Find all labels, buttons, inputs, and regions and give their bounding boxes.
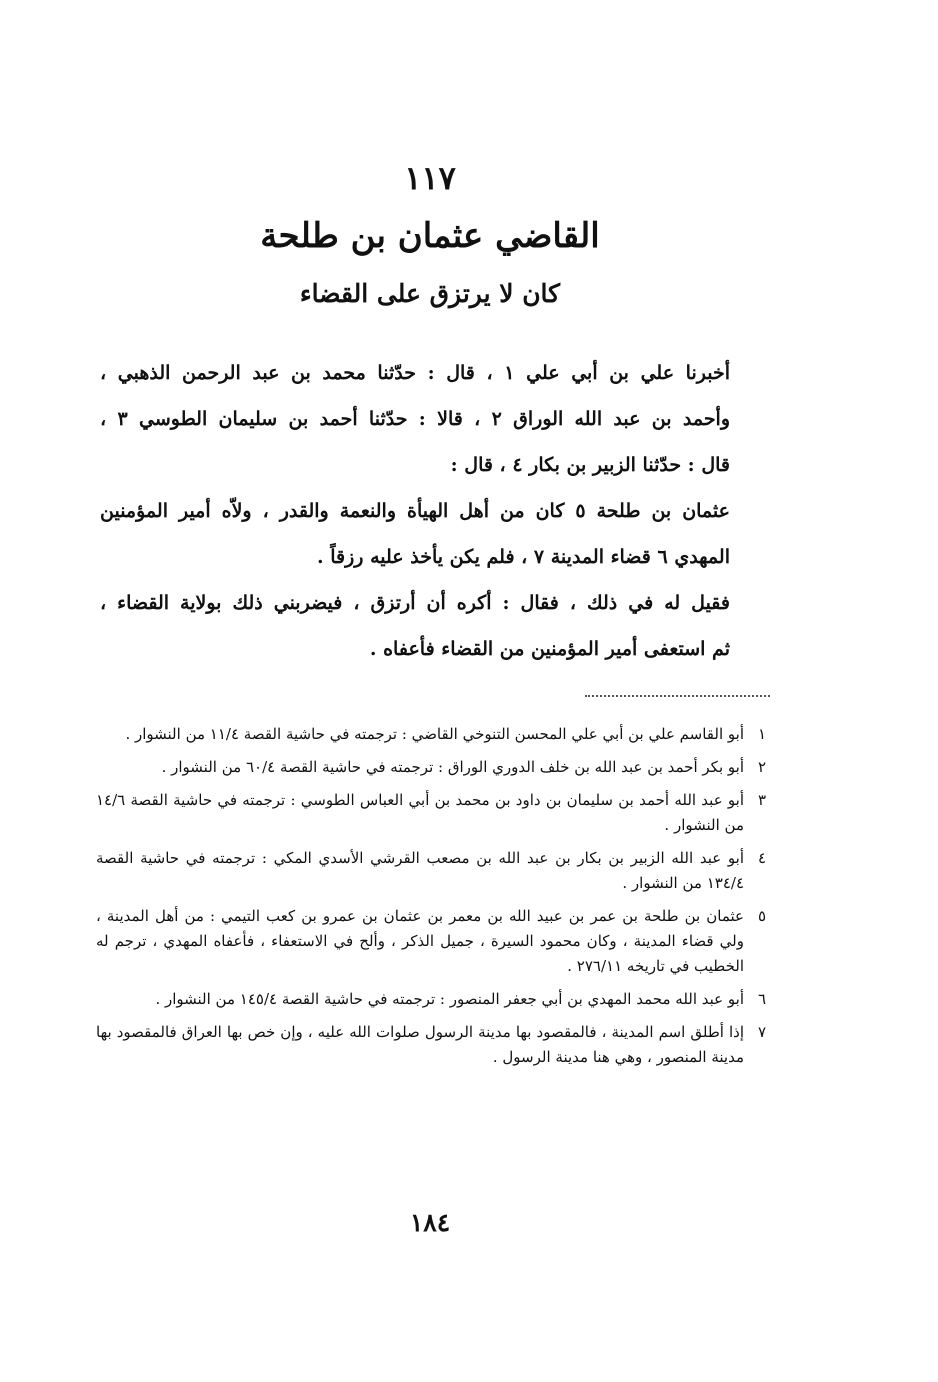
footnote (96, 755, 766, 780)
story-title: القاضي عثمان بن طلحة (260, 216, 600, 256)
footnote-text: أبو بكر أحمد بن عبد الله بن خلف الدوري الوراق : ترجمته في حاشية القصة ٦٠/٤ من النشوار . (161, 758, 744, 776)
footnote-text: أبو عبد الله أحمد بن سليمان بن داود بن محمد بن أبي العباس الطوسي : ترجمته في حاشية القصة ١٤/٦ من النشوار . (96, 791, 744, 834)
body-line: ثم استعفى أمير المؤمنين من القضاء فأعفاه . (369, 638, 730, 660)
footnote-number: ٥ (757, 907, 766, 925)
body-line: عثمان بن طلحة ٥ كان من أهل الهيأة والنعمة والقدر ، ولاّه أمير المؤمنين (100, 500, 730, 522)
footnote (96, 722, 766, 747)
footnote-number: ٦ (757, 990, 766, 1008)
footnote (96, 987, 766, 1012)
footnote-number: ٣ (757, 791, 766, 809)
body-line: أخبرنا علي بن أبي علي ١ ، قال : حدّثنا محمد بن عبد الرحمن الذهبي ، (100, 362, 730, 384)
footnote-text: إذا أطلق اسم المدينة ، فالمقصود بها مدينة الرسول صلوات الله عليه ، وإن خص بها العراق فالمقصود بها مدينة المنصور ، وهي هنا مدينة الرسول . (96, 1023, 744, 1066)
page-number: ١٨٤ (409, 1208, 451, 1237)
footnote-text: أبو عبد الله الزبير بن بكار بن عبد الله بن مصعب القرشي الأسدي المكي : ترجمته في حاشية القصة ١٣٤/٤ من النشوار . (96, 849, 744, 892)
footnote-number: ٤ (757, 849, 766, 867)
body-line: وأحمد بن عبد الله الوراق ٢ ، قالا : حدّثنا أحمد بن سليمان الطوسي ٣ ، (100, 408, 731, 430)
story-body (100, 350, 730, 672)
footnote-number: ٢ (757, 758, 766, 776)
story-number: ١١٧ (404, 159, 456, 197)
footnote-text: أبو عبد الله محمد المهدي بن أبي جعفر المنصور : ترجمته في حاشية القصة ١٤٥/٤ من النشوار . (155, 990, 744, 1008)
footnote-text: أبو القاسم علي بن أبي علي المحسن التنوخي القاضي : ترجمته في حاشية القصة ١١/٤ من النشوار . (125, 725, 744, 743)
footnote-text: عثمان بن طلحة بن عمر بن عبيد الله بن معمر بن عثمان بن عمرو بن كعب التيمي : من أهل المدينة ، ولي قضاء المدينة ، وكان محمود السيرة ، جميل الذكر ، وألح في الاستعفاء ، فأعفاه المهدي ، ترجم له الخطيب في تاريخه ٢٧٦/١١ . (96, 907, 744, 975)
body-line: المهدي ٦ قضاء المدينة ٧ ، فلم يكن يأخذ عليه رزقاً . (317, 546, 730, 568)
footnote (96, 788, 766, 838)
story-subtitle: كان لا يرتزق على القضاء (299, 279, 561, 308)
footnotes (96, 722, 766, 1078)
footnote-number: ٧ (757, 1023, 766, 1041)
footnote-divider (585, 695, 770, 697)
footnote (96, 904, 766, 979)
body-line: قال : حدّثنا الزبير بن بكار ٤ ، قال : (450, 454, 730, 476)
footnote (96, 846, 766, 896)
footnote-number: ١ (757, 725, 766, 743)
footnote (96, 1020, 766, 1070)
body-line: فقيل له في ذلك ، فقال : أكره أن أرتزق ، فيضربني ذلك بولاية القضاء ، (100, 592, 730, 614)
